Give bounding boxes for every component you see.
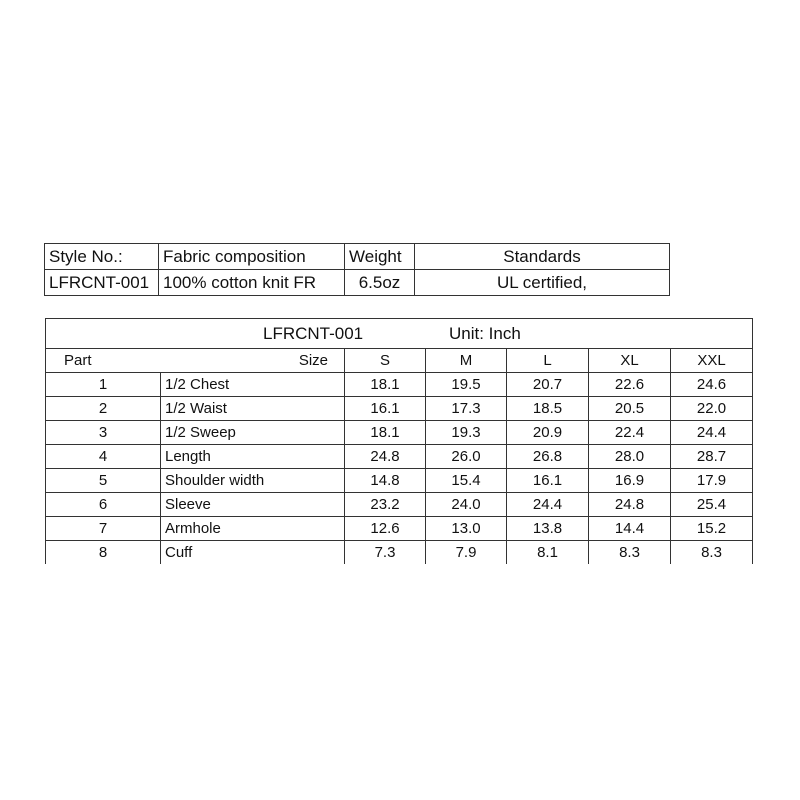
size-table-style-title: LFRCNT-001: [263, 324, 364, 343]
measurement-value-cell: 20.9: [507, 421, 589, 445]
measurement-value-cell: 24.4: [671, 421, 753, 445]
measurement-value-cell: 28.7: [671, 445, 753, 469]
measurement-value-cell: 16.1: [507, 469, 589, 493]
standards-value: UL certified,: [415, 270, 670, 296]
size-s-header: S: [345, 349, 426, 373]
measurement-value-cell: 14.8: [345, 469, 426, 493]
size-table-title-cell: [46, 319, 753, 349]
measurement-value-cell: 7.9: [426, 541, 507, 565]
part-number-cell: 6: [46, 493, 161, 517]
measurement-value-cell: 25.4: [671, 493, 753, 517]
measurement-name-cell: Length: [161, 445, 345, 469]
measurement-value-cell: 22.0: [671, 397, 753, 421]
measurement-value-cell: 24.8: [345, 445, 426, 469]
size-table-header-row: [46, 349, 753, 373]
measurement-value-cell: 18.1: [345, 421, 426, 445]
table-row: [46, 517, 753, 541]
size-xl-header: XL: [589, 349, 671, 373]
measurement-value-cell: 24.8: [589, 493, 671, 517]
table-row: [46, 493, 753, 517]
measurement-value-cell: 24.6: [671, 373, 753, 397]
size-column-header: Size: [161, 349, 345, 373]
style-info-table: [44, 243, 670, 296]
measurement-value-cell: 8.1: [507, 541, 589, 565]
measurement-value-cell: 18.5: [507, 397, 589, 421]
measurement-value-cell: 22.4: [589, 421, 671, 445]
measurement-name-cell: Shoulder width: [161, 469, 345, 493]
part-number-cell: 1: [46, 373, 161, 397]
part-column-header: Part: [46, 349, 161, 373]
measurement-value-cell: 7.3: [345, 541, 426, 565]
standards-header: Standards: [415, 244, 670, 270]
measurement-value-cell: 19.3: [426, 421, 507, 445]
size-spec-table: [45, 318, 753, 564]
fabric-composition-header: Fabric composition: [159, 244, 345, 270]
table-row: [46, 421, 753, 445]
measurement-value-cell: 15.2: [671, 517, 753, 541]
style-info-value-row: [45, 270, 670, 296]
part-number-cell: 3: [46, 421, 161, 445]
measurement-value-cell: 24.0: [426, 493, 507, 517]
table-row: [46, 541, 753, 565]
measurement-value-cell: 19.5: [426, 373, 507, 397]
measurement-value-cell: 8.3: [671, 541, 753, 565]
measurement-value-cell: 17.9: [671, 469, 753, 493]
part-number-cell: 5: [46, 469, 161, 493]
size-xxl-header: XXL: [671, 349, 753, 373]
measurement-name-cell: Sleeve: [161, 493, 345, 517]
style-no-header: Style No.:: [45, 244, 159, 270]
measurement-name-cell: 1/2 Waist: [161, 397, 345, 421]
part-number-cell: 7: [46, 517, 161, 541]
measurement-value-cell: 24.4: [507, 493, 589, 517]
measurement-value-cell: 15.4: [426, 469, 507, 493]
measurement-name-cell: 1/2 Chest: [161, 373, 345, 397]
measurement-name-cell: 1/2 Sweep: [161, 421, 345, 445]
measurement-value-cell: 12.6: [345, 517, 426, 541]
table-row: [46, 397, 753, 421]
size-l-header: L: [507, 349, 589, 373]
weight-value: 6.5oz: [345, 270, 415, 296]
size-table-unit-title: Unit: Inch: [449, 324, 521, 343]
table-row: [46, 445, 753, 469]
measurement-value-cell: 8.3: [589, 541, 671, 565]
measurement-name-cell: Cuff: [161, 541, 345, 565]
measurement-value-cell: 22.6: [589, 373, 671, 397]
size-m-header: M: [426, 349, 507, 373]
style-no-value: LFRCNT-001: [45, 270, 159, 296]
measurement-name-cell: Armhole: [161, 517, 345, 541]
measurement-value-cell: 16.1: [345, 397, 426, 421]
measurement-value-cell: 14.4: [589, 517, 671, 541]
measurement-value-cell: 13.8: [507, 517, 589, 541]
measurement-value-cell: 13.0: [426, 517, 507, 541]
measurement-value-cell: 26.8: [507, 445, 589, 469]
measurement-value-cell: 26.0: [426, 445, 507, 469]
part-number-cell: 2: [46, 397, 161, 421]
measurement-value-cell: 18.1: [345, 373, 426, 397]
measurement-value-cell: 28.0: [589, 445, 671, 469]
table-row: [46, 469, 753, 493]
fabric-composition-value: 100% cotton knit FR: [159, 270, 345, 296]
size-table-body: [46, 373, 753, 565]
measurement-value-cell: 23.2: [345, 493, 426, 517]
measurement-value-cell: 20.5: [589, 397, 671, 421]
part-number-cell: 4: [46, 445, 161, 469]
measurement-value-cell: 16.9: [589, 469, 671, 493]
size-table-title-row: [46, 319, 753, 349]
weight-header: Weight: [345, 244, 415, 270]
measurement-value-cell: 17.3: [426, 397, 507, 421]
style-info-header-row: [45, 244, 670, 270]
part-number-cell: 8: [46, 541, 161, 565]
measurement-value-cell: 20.7: [507, 373, 589, 397]
table-row: [46, 373, 753, 397]
